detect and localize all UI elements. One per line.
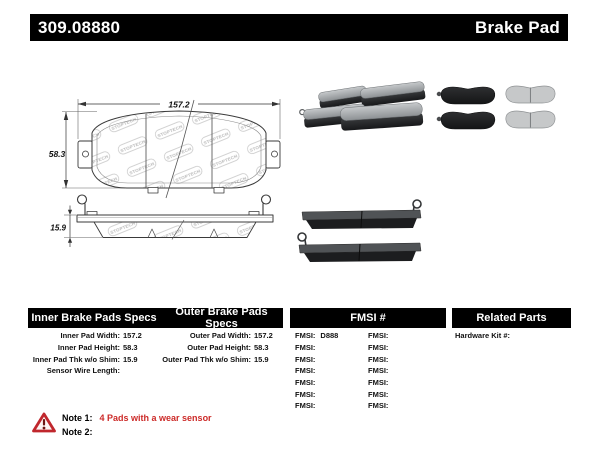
product-photos: [293, 75, 573, 270]
pad-bottom-tab-left: [148, 188, 158, 194]
fmsi-row: FMSI:: [295, 378, 316, 388]
pad-edge-photo: [298, 233, 421, 262]
fmsi-row: FMSI:: [368, 389, 389, 399]
spec-row: Sensor Wire Length:: [46, 366, 120, 376]
pad-side-view: [50, 195, 273, 247]
technical-drawing: [28, 55, 290, 305]
related-parts-row: [455, 330, 515, 342]
fmsi-row: FMSI:: [295, 354, 316, 364]
part-number: 309.08880: [38, 17, 121, 37]
fmsi-row: FMSI:: [368, 331, 389, 341]
spec-row: Outer Pad Thk w/o Shim: 15.9: [162, 354, 269, 364]
fmsi-row: FMSI:: [295, 401, 316, 411]
thickness-dimension-label: 15.9: [50, 223, 66, 233]
backing-plate-edge: [77, 215, 273, 222]
spec-row: Inner Pad Thk w/o Shim: 15.9: [32, 354, 138, 364]
product-name: Brake Pad: [475, 17, 560, 37]
fmsi-column-1: [295, 330, 338, 412]
fmsi-row: FMSI:: [295, 366, 316, 376]
related-parts-column: [455, 330, 515, 342]
fmsi-row: FMSI:: [368, 343, 389, 353]
spring-clip-right: [262, 195, 271, 215]
note-2: [62, 427, 100, 437]
fmsi-title: FMSI #: [350, 312, 386, 324]
photo-pad-edge-view: [298, 200, 421, 262]
wear-sensor-clip: [298, 233, 306, 241]
pad-edge-photo: [302, 200, 421, 229]
related-parts-title: Related Parts: [476, 312, 547, 324]
specs-header-bar: [28, 308, 283, 328]
pad-bottom-tab-right: [214, 188, 224, 194]
note-1-text: 4 Pads with a wear sensor: [99, 413, 212, 423]
plate-tab-right: [249, 212, 259, 216]
spring-clip-left: [78, 195, 87, 215]
note-1-label: Note 1:: [62, 413, 93, 423]
fmsi-row: FMSI:: [368, 366, 389, 376]
title-bar: [30, 14, 568, 41]
inner-specs-column: [28, 330, 142, 377]
spec-row: Outer Pad Height: 58.3: [187, 343, 269, 353]
spec-row: Outer Pad Width: 157.2: [189, 331, 273, 341]
left-ear-hole: [83, 151, 89, 157]
fmsi-row: FMSI:: [368, 354, 389, 364]
photo-pad-faces: [437, 86, 555, 129]
warning-icon: [32, 412, 56, 433]
inner-specs-title: Inner Brake Pads Specs: [31, 312, 157, 324]
fmsi-column-2: [368, 330, 393, 412]
pad-friction-face: [437, 87, 495, 104]
pad-backing-plate: [506, 86, 555, 103]
wear-sensor-clip: [413, 200, 421, 208]
plate-tab-left: [87, 212, 97, 216]
fmsi-header-bar: [290, 308, 446, 328]
width-dimension-label: 157.2: [168, 99, 190, 110]
spec-row: Inner Pad Height: 58.3: [57, 343, 138, 353]
related-parts-header-bar: [452, 308, 571, 328]
photo-pad-set-angled: [299, 81, 425, 131]
right-ear-hole: [272, 151, 278, 157]
note-1: [62, 413, 212, 423]
fmsi-row: FMSI:: [295, 389, 316, 399]
fmsi-row: FMSI:: [295, 343, 316, 353]
fmsi-row: FMSI:: [368, 401, 389, 411]
pad-face: [92, 111, 266, 188]
fmsi-row: FMSI: D888: [295, 331, 339, 341]
pad-backing-plate: [506, 111, 555, 128]
pad-friction-face: [437, 112, 495, 129]
hardware-kit-label: Hardware Kit #:: [455, 331, 511, 341]
pad-front-view: [49, 98, 280, 198]
fmsi-row: FMSI:: [368, 378, 389, 388]
outer-specs-column: [158, 330, 273, 365]
height-dimension-label: 58.3: [48, 149, 66, 159]
outer-specs-title: Outer Brake Pads Specs: [175, 306, 268, 330]
note-2-label: Note 2:: [62, 427, 93, 437]
spec-row: Inner Pad Width: 157.2: [60, 331, 142, 341]
